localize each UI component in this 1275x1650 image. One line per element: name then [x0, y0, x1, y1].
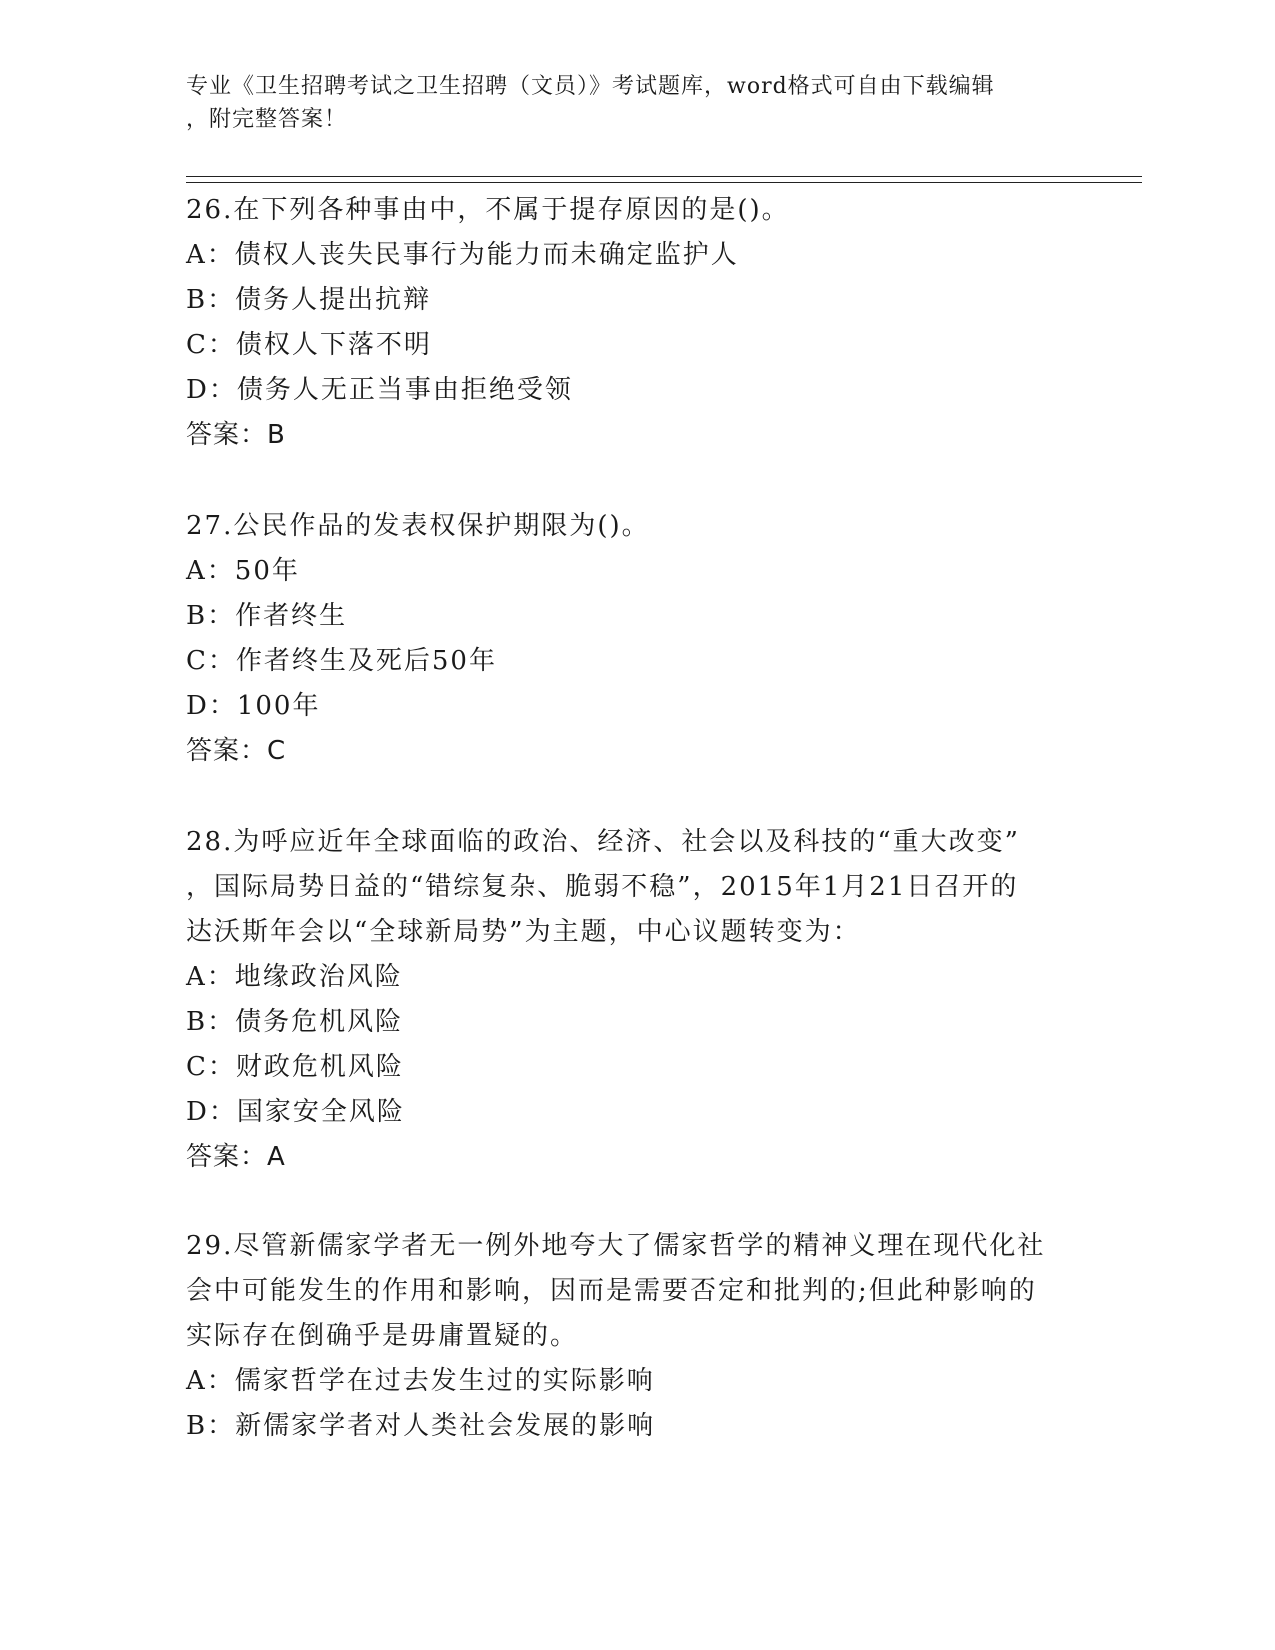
question-block: [186, 1224, 1086, 1449]
option-a: A：儒家哲学在过去发生过的实际影响: [186, 1366, 655, 1396]
question-text: 28.为呼应近年全球面临的政治、经济、社会以及科技的“重大改变”: [186, 827, 1020, 857]
question-block: [186, 504, 1086, 774]
answer-line: 答案：A: [186, 1142, 286, 1172]
header-line: 专业《卫生招聘考试之卫生招聘（文员）》考试题库，word格式可自由下载编辑: [186, 74, 995, 99]
option-c: C：作者终生及死后50年: [186, 646, 497, 676]
header-divider: [186, 182, 1142, 183]
option-b: B：债务人提出抗辩: [186, 285, 432, 315]
answer-line: 答案：C: [186, 736, 287, 766]
question-text: 会中可能发生的作用和影响，因而是需要否定和批判的;但此种影响的: [186, 1276, 1037, 1306]
header-divider: [186, 176, 1142, 177]
question-text: ，国际局势日益的“错综复杂、脆弱不稳”，2015年1月21日召开的: [186, 872, 1019, 902]
option-d: D：债务人无正当事由拒绝受领: [186, 375, 573, 405]
question-text: 实际存在倒确乎是毋庸置疑的。: [186, 1321, 579, 1351]
option-c: C：债权人下落不明: [186, 330, 432, 360]
option-b: B：新儒家学者对人类社会发展的影响: [186, 1411, 656, 1441]
question-block: [186, 820, 1086, 1180]
answer-line: 答案：B: [186, 420, 286, 450]
option-b: B：作者终生: [186, 601, 348, 631]
question-text: 29.尽管新儒家学者无一例外地夸大了儒家哲学的精神义理在现代化社: [186, 1231, 1046, 1261]
question-text: 27.公民作品的发表权保护期限为()。: [186, 511, 650, 541]
question-block: [186, 188, 1086, 458]
document-header: [186, 70, 1086, 136]
header-line: ，附完整答案！: [186, 107, 348, 132]
option-b: B：债务危机风险: [186, 1007, 404, 1037]
option-a: A：债权人丧失民事行为能力而未确定监护人: [186, 240, 739, 270]
option-c: C：财政危机风险: [186, 1052, 404, 1082]
option-a: A：50年: [186, 556, 300, 586]
option-d: D：国家安全风险: [186, 1097, 405, 1127]
question-text: 26.在下列各种事由中，不属于提存原因的是()。: [186, 195, 790, 225]
option-d: D：100年: [186, 691, 321, 721]
question-text: 达沃斯年会以“全球新局势”为主题，中心议题转变为：: [186, 917, 861, 947]
option-a: A：地缘政治风险: [186, 962, 403, 992]
